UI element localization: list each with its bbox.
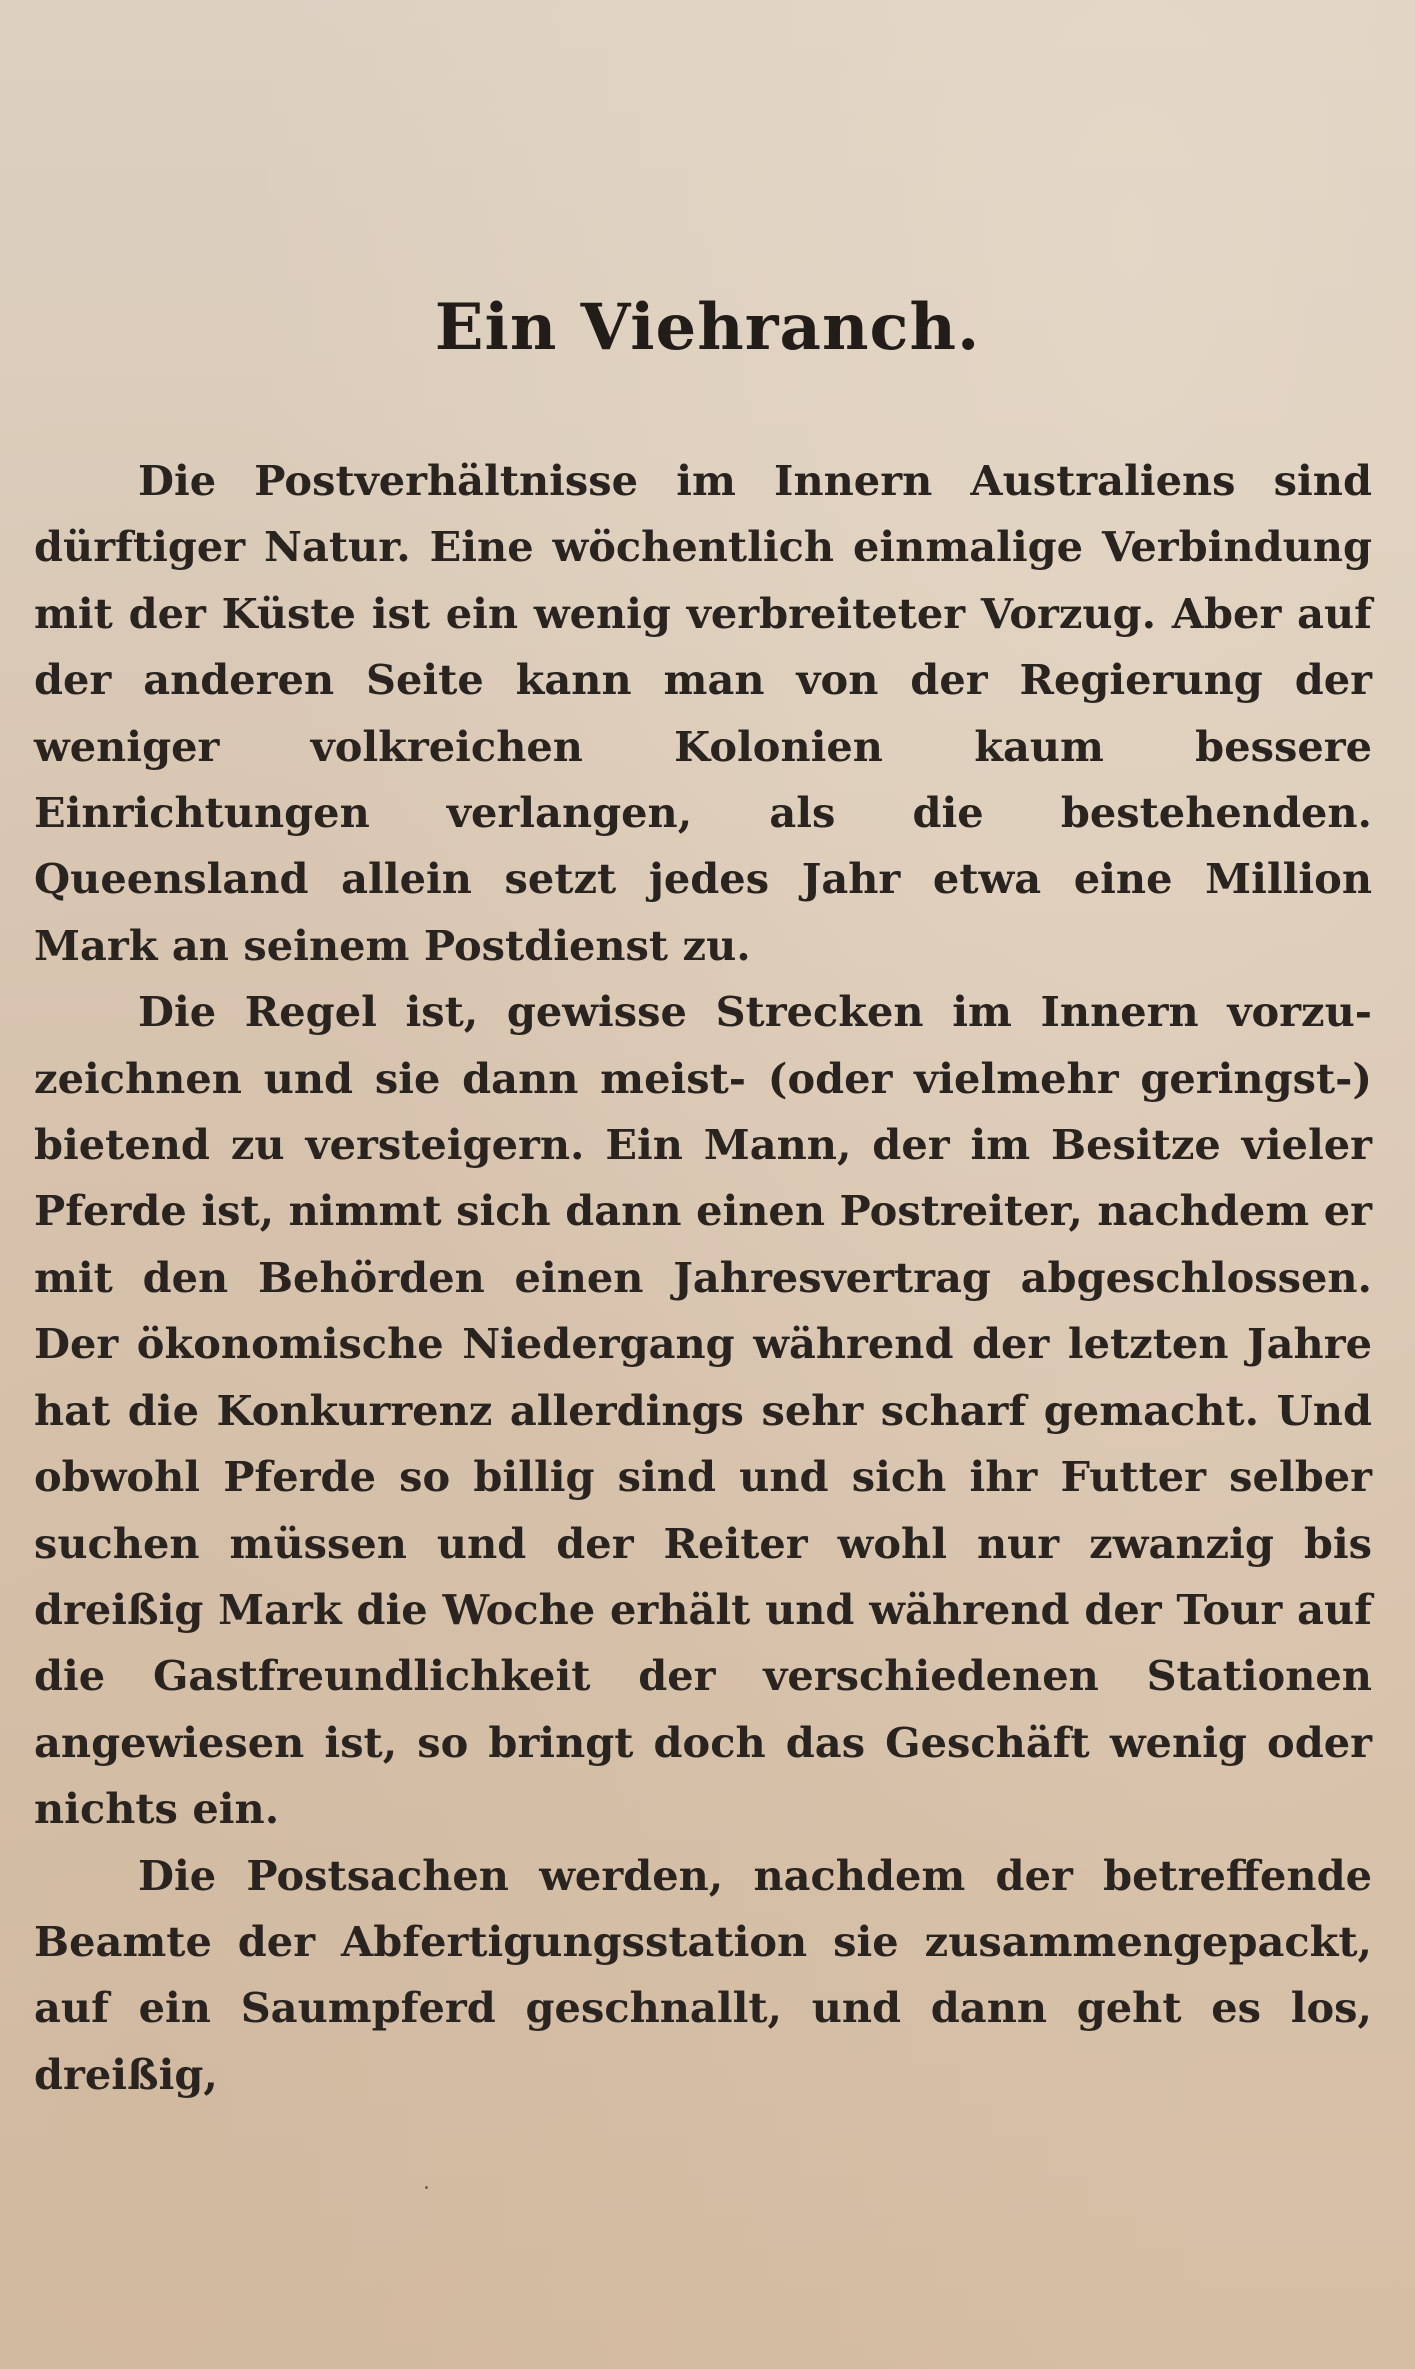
paragraph-1: Die Postverhältnisse im Innern Australiens sind dürftiger Natur. Eine wöchentlich einmalige Verbindung mit der Küste ist ein wenig verbreiteter Vorzug. Aber auf der anderen Seite kann man von der Regierung der weniger volkreichen Kolonien kaum bessere Einrichtungen verlangen, als die bestehenden. Queensland allein setzt jedes Jahr etwa eine Million Mark an seinem Postdienst zu. bbox=[34, 456, 1372, 970]
paper-speck bbox=[425, 2186, 428, 2189]
paragraph-3: Die Postsachen werden, nachdem der betreffende Beamte der Abfertigungsstation sie zusammengepackt, auf ein Saumpferd geschnallt, und dann geht es los, dreißig, bbox=[34, 1850, 1372, 2099]
body-text bbox=[34, 448, 1372, 2108]
paragraph-2: Die Regel ist, gewisse Strecken im Innern vorzuzeichnen und sie dann meist- (oder vielmehr geringst-) bietend zu versteigern. Ein Mann, der im Besitze vieler Pferde ist, nimmt sich dann einen Postreiter, nachdem er mit den Behörden einen Jahresvertrag abgeschlossen. Der ökonomische Niedergang während der letzten Jahre hat die Konkurrenz allerdings sehr scharf gemacht. Und obwohl Pferde so billig sind und sich ihr Futter selber suchen müssen und der Reiter wohl nur zwanzig bis dreißig Mark die Woche erhält und während der Tour auf die Gastfreundlichkeit der verschiedenen Stationen angewiesen ist, so bringt doch das Geschäft wenig oder nichts ein. bbox=[34, 987, 1372, 1834]
chapter-title: Ein Viehranch. bbox=[434, 290, 981, 365]
